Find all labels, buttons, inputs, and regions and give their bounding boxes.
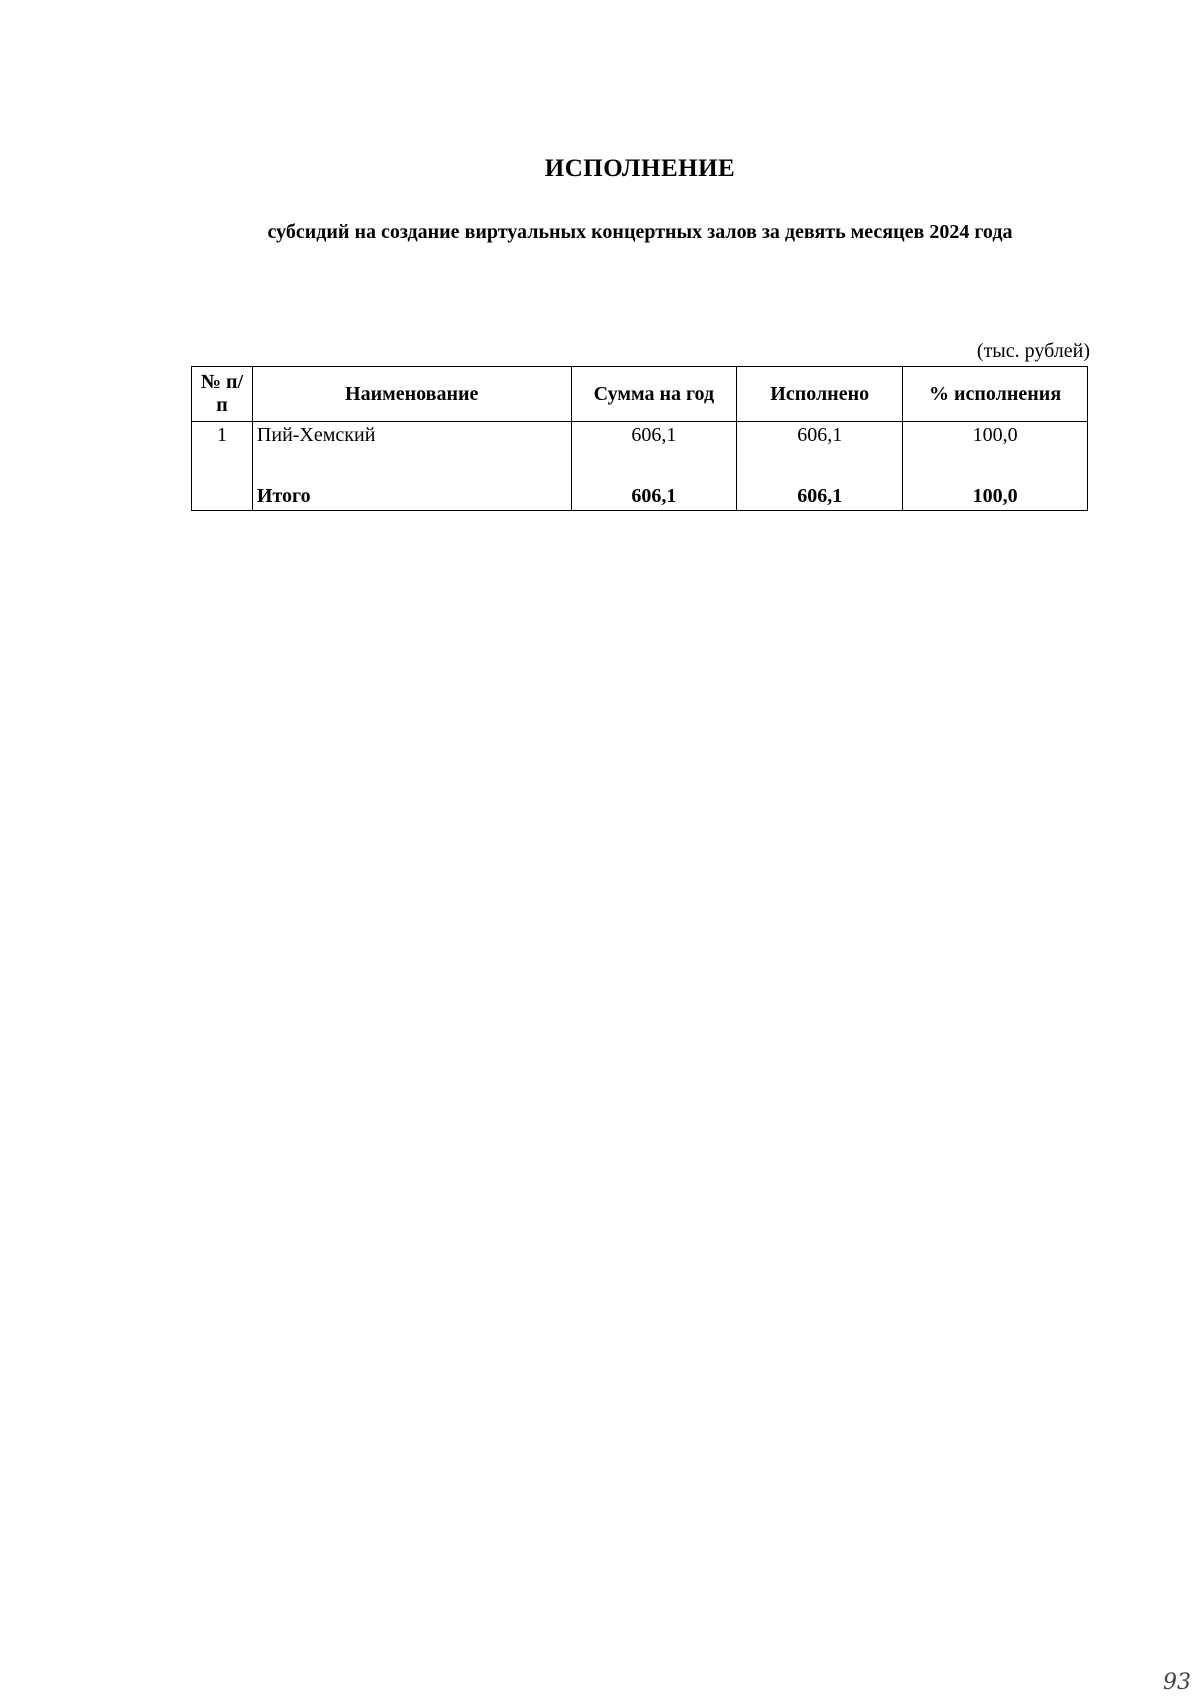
header-pct: % исполнения xyxy=(903,367,1088,422)
header-num: № п/п xyxy=(192,367,253,422)
cell-pct: 100,0 xyxy=(903,422,1088,471)
cell-total-name: Итого xyxy=(252,470,571,511)
cell-done: 606,1 xyxy=(737,422,903,471)
units-label: (тыс. рублей) xyxy=(976,340,1090,362)
table-row xyxy=(192,422,1088,471)
page-number: 93 xyxy=(1163,1670,1191,1695)
cell-total-num xyxy=(192,470,253,511)
page-title: ИСПОЛНЕНИЕ xyxy=(544,155,736,182)
cell-total-done: 606,1 xyxy=(737,470,903,511)
cell-total-pct: 100,0 xyxy=(903,470,1088,511)
header-name: Наименование xyxy=(252,367,571,422)
header-sum: Сумма на год xyxy=(571,367,737,422)
table-header-row xyxy=(192,367,1088,422)
cell-sum: 606,1 xyxy=(571,422,737,471)
header-done: Исполнено xyxy=(737,367,903,422)
cell-num: 1 xyxy=(192,422,253,471)
cell-total-sum: 606,1 xyxy=(571,470,737,511)
total-row xyxy=(192,470,1088,511)
document-subtitle: субсидий на создание виртуальных концертных залов за девять месяцев 2024 года xyxy=(267,221,1013,243)
execution-table xyxy=(191,366,1088,511)
cell-name: Пий-Хемский xyxy=(252,422,571,471)
